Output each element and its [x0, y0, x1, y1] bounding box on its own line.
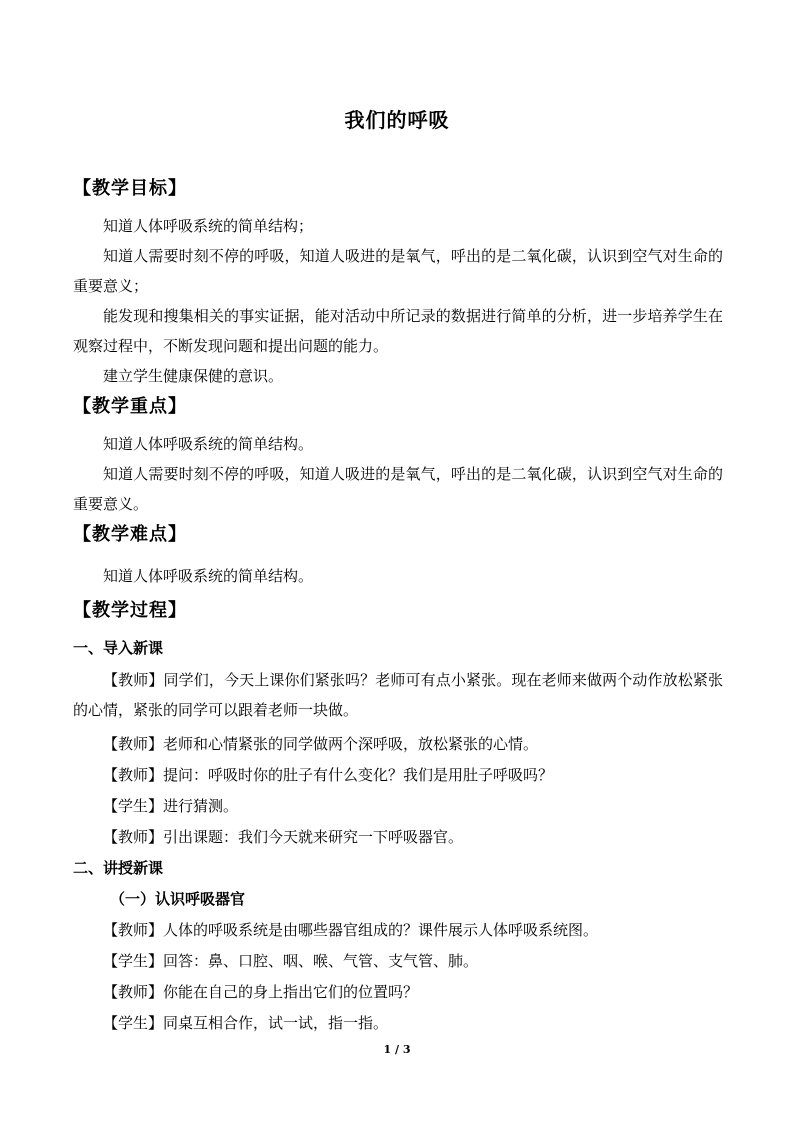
process-part1-item: 【教师】同学们，今天上课你们紧张吗？老师可有点小紧张。现在老师来做两个动作放松紧张的心情，紧张的同学可以跟着老师一块做。: [73, 671, 723, 719]
section-heading-difficulties: 【教学难点】: [73, 524, 187, 545]
section-heading-goals: 【教学目标】: [73, 178, 187, 199]
difficulty-item: 知道人体呼吸系统的简单结构。: [103, 567, 314, 585]
process-part2-heading: 二、讲授新课: [73, 859, 164, 877]
document-body: [73, 173, 723, 1038]
section-heading-key-points: 【教学重点】: [73, 396, 187, 417]
key-point-item: 知道人需要时刻不停的呼吸，知道人吸进的是氧气，呼出的是二氧化碳，认识到空气对生命的重要意义。: [73, 465, 723, 513]
process-part2-item: 【教师】你能在自己的身上指出它们的位置吗？: [103, 983, 419, 1001]
process-part2-item: 【教师】人体的呼吸系统是由哪些器官组成的？课件展示人体呼吸系统图。: [103, 921, 599, 939]
process-part1-item: 【教师】老师和心情紧张的同学做两个深呼吸，放松紧张的心情。: [103, 735, 539, 753]
goal-item: 知道人体呼吸系统的简单结构；: [103, 217, 314, 235]
goal-item: 知道人需要时刻不停的呼吸，知道人吸进的是氧气，呼出的是二氧化碳，认识到空气对生命的重要意义；: [73, 247, 723, 295]
page-title: 我们的呼吸: [344, 108, 450, 132]
process-part1-heading: 一、导入新课: [73, 639, 164, 657]
process-part2-item: 【学生】回答：鼻、口腔、咽、喉、气管、支气管、肺。: [103, 952, 479, 970]
page-number: 1 / 3: [383, 1043, 411, 1056]
goal-item: 建立学生健康保健的意识。: [103, 367, 284, 385]
section-heading-process: 【教学过程】: [73, 600, 187, 621]
process-part2-item: 【学生】同桌互相合作，试一试，指一指。: [103, 1014, 389, 1032]
process-part1-item: 【学生】进行猜测。: [103, 797, 239, 815]
process-part1-item: 【教师】提问：呼吸时你的肚子有什么变化？我们是用肚子呼吸吗？: [103, 766, 554, 784]
key-point-item: 知道人体呼吸系统的简单结构。: [103, 435, 314, 453]
process-part1-item: 【教师】引出课题：我们今天就来研究一下呼吸器官。: [103, 828, 464, 846]
process-part2-subheading: （一）认识呼吸器官: [110, 890, 246, 908]
goal-item: 能发现和搜集相关的事实证据，能对活动中所记录的数据进行简单的分析，进一步培养学生在观察过程中，不断发现问题和提出问题的能力。: [73, 307, 723, 355]
